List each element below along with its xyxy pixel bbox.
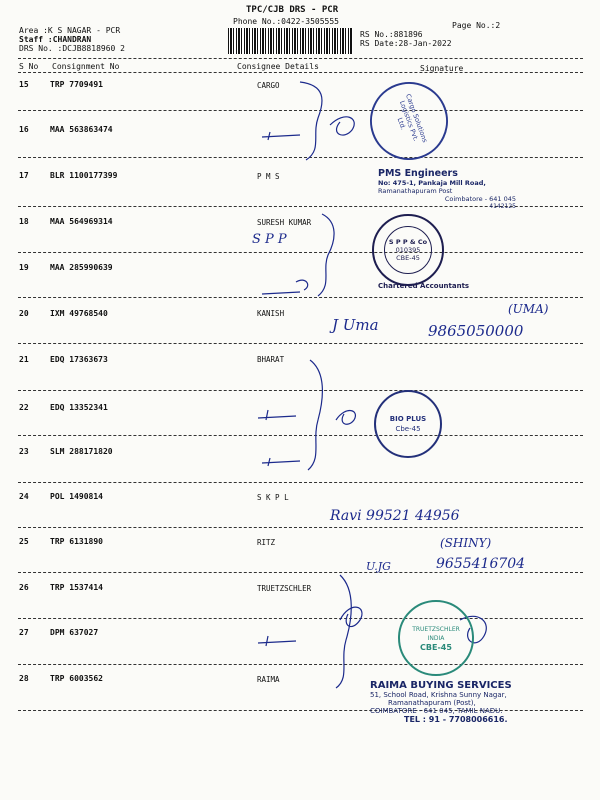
row-consignment-no: MAA 564969314 (50, 217, 113, 226)
staff-label: Staff :CHANDRAN (19, 35, 92, 44)
pms-engineers-stamp (378, 168, 528, 210)
row-consignment-no: TRP 6003562 (50, 674, 103, 683)
stamp-truetz-code: CBE-45 (420, 642, 452, 652)
row-sno: 24 (19, 492, 29, 501)
handwriting-uma-phone: 9865050000 (428, 322, 524, 340)
tick-mark (262, 132, 300, 140)
row-consignment-no: MAA 285990639 (50, 263, 113, 272)
tick-mark (262, 458, 300, 466)
rs-date: RS Date:28-Jan-2022 (360, 39, 452, 48)
row-sno: 28 (19, 674, 29, 683)
raima-buying-stamp (370, 680, 580, 724)
row-consignee: CARGO (257, 81, 280, 90)
tick-mark (262, 292, 300, 294)
bracket-truetz (336, 575, 351, 688)
row-consignee: BHARAT (257, 355, 285, 364)
row-consignee: SURESH KUMAR (257, 218, 312, 227)
stamp-spp-code: CBE-45 (396, 254, 420, 262)
handwriting-shiny-sig: U.JG (366, 560, 391, 573)
row-consignee: TRUETZSCHLER (257, 584, 312, 593)
scribble-mark (336, 411, 355, 425)
handwriting-shiny-name: (SHINY) (440, 536, 492, 550)
stamp-spp: S P P & Co (388, 238, 428, 246)
handwriting-uma-sig: J Uma (332, 316, 379, 334)
stamp-spp-sub: Chartered Accountants (378, 282, 470, 290)
raima-line1: 51, School Road, Krishna Sunny Nagar, (370, 691, 507, 699)
row-sno: 20 (19, 309, 29, 318)
pms-line3: Coimbatore - 641 045 (444, 195, 516, 203)
drs-number: DRS No. :DCJB8818960 2 (19, 44, 125, 53)
pms-line4: 4142125 (489, 203, 516, 210)
stamp-spp-reg: 010395 (395, 246, 421, 254)
row-sno: 15 (19, 80, 29, 89)
raima-line4: TEL : 91 - 7708006616. (404, 715, 508, 724)
truetzschler-stamp (398, 600, 474, 676)
row-consignee: S K P L (257, 493, 289, 502)
row-sno: 18 (19, 217, 29, 226)
row-consignment-no: EDQ 13352341 (50, 403, 108, 412)
row-consignee: RITZ (257, 538, 276, 547)
row-consignment-no: SLM 288171820 (50, 447, 113, 456)
tick-mark (258, 410, 296, 420)
handwriting-spp: S P P (252, 232, 287, 247)
row-consignee: RAIMA (257, 675, 280, 684)
row-sno: 16 (19, 125, 29, 134)
row-sno: 17 (19, 171, 29, 180)
bracket-suresh (318, 214, 334, 296)
row-sno: 21 (19, 355, 29, 364)
row-consignment-no: IXM 49768540 (50, 309, 108, 318)
column-header-signature: Signature (420, 64, 464, 73)
handwriting-shiny-phone: 9655416704 (436, 556, 526, 572)
page-number: Page No.:2 (452, 21, 501, 30)
row-sno: 26 (19, 583, 29, 592)
column-header-consignee: Consignee Details (237, 62, 319, 71)
phone-number: Phone No.:0422-3505555 (233, 17, 339, 26)
row-consignee: KANISH (257, 309, 285, 318)
row-consignment-no: DPM 637027 (50, 628, 99, 637)
raima-name: RAIMA BUYING SERVICES (370, 680, 512, 691)
area-label: Area :K S NAGAR - PCR (19, 26, 121, 35)
tick-mark (258, 636, 296, 646)
row-consignment-no: MAA 563863474 (50, 125, 113, 134)
row-consignment-no: TRP 1537414 (50, 583, 103, 592)
bracket-bharat (308, 360, 322, 470)
spp-accountants-stamp (372, 214, 444, 286)
pms-line2: Ramanathapuram Post (378, 187, 453, 195)
stamp-bio: BIO PLUS (389, 415, 427, 423)
stamp-bio-code: Cbe-45 (395, 425, 421, 433)
stamp-truetz: TRUETZSCHLER INDIA (412, 625, 460, 642)
handwriting-uma-name: (UMA) (508, 302, 549, 316)
stamp-text: Cargo Solutions Logistics Pvt. Ltd. (395, 92, 430, 144)
row-consignment-no: BLR 1100177399 (50, 171, 118, 180)
bio-plus-stamp (374, 390, 442, 458)
scribble-mark (296, 280, 308, 290)
column-header-sno: S No (19, 62, 39, 71)
row-consignment-no: POL 1490814 (50, 492, 103, 501)
rs-number: RS No.:881896 (360, 30, 423, 39)
document-title: TPC/CJB DRS - PCR (246, 5, 339, 15)
row-consignment-no: TRP 6131890 (50, 537, 103, 546)
row-consignment-no: TRP 7709491 (50, 80, 103, 89)
row-sno: 25 (19, 537, 29, 546)
pms-line1: No: 475-1, Pankaja Mill Road, (378, 179, 486, 187)
scribble-mark (330, 117, 354, 135)
handwriting-ravi: Ravi 99521 44956 (330, 508, 460, 524)
bracket-cargo (300, 82, 322, 160)
row-sno: 19 (19, 263, 29, 272)
row-consignee: P M S (257, 172, 280, 181)
column-header-consignment: Consignment No (52, 62, 120, 71)
raima-line3: COIMBATORE - 641 045, TAMIL NADU. (370, 707, 503, 715)
row-sno: 23 (19, 447, 29, 456)
raima-line2: Ramanathapuram (Post), (388, 699, 476, 707)
row-sno: 27 (19, 628, 29, 637)
pms-name: PMS Engineers (378, 168, 458, 179)
row-consignment-no: EDQ 17363673 (50, 355, 108, 364)
row-sno: 22 (19, 403, 29, 412)
